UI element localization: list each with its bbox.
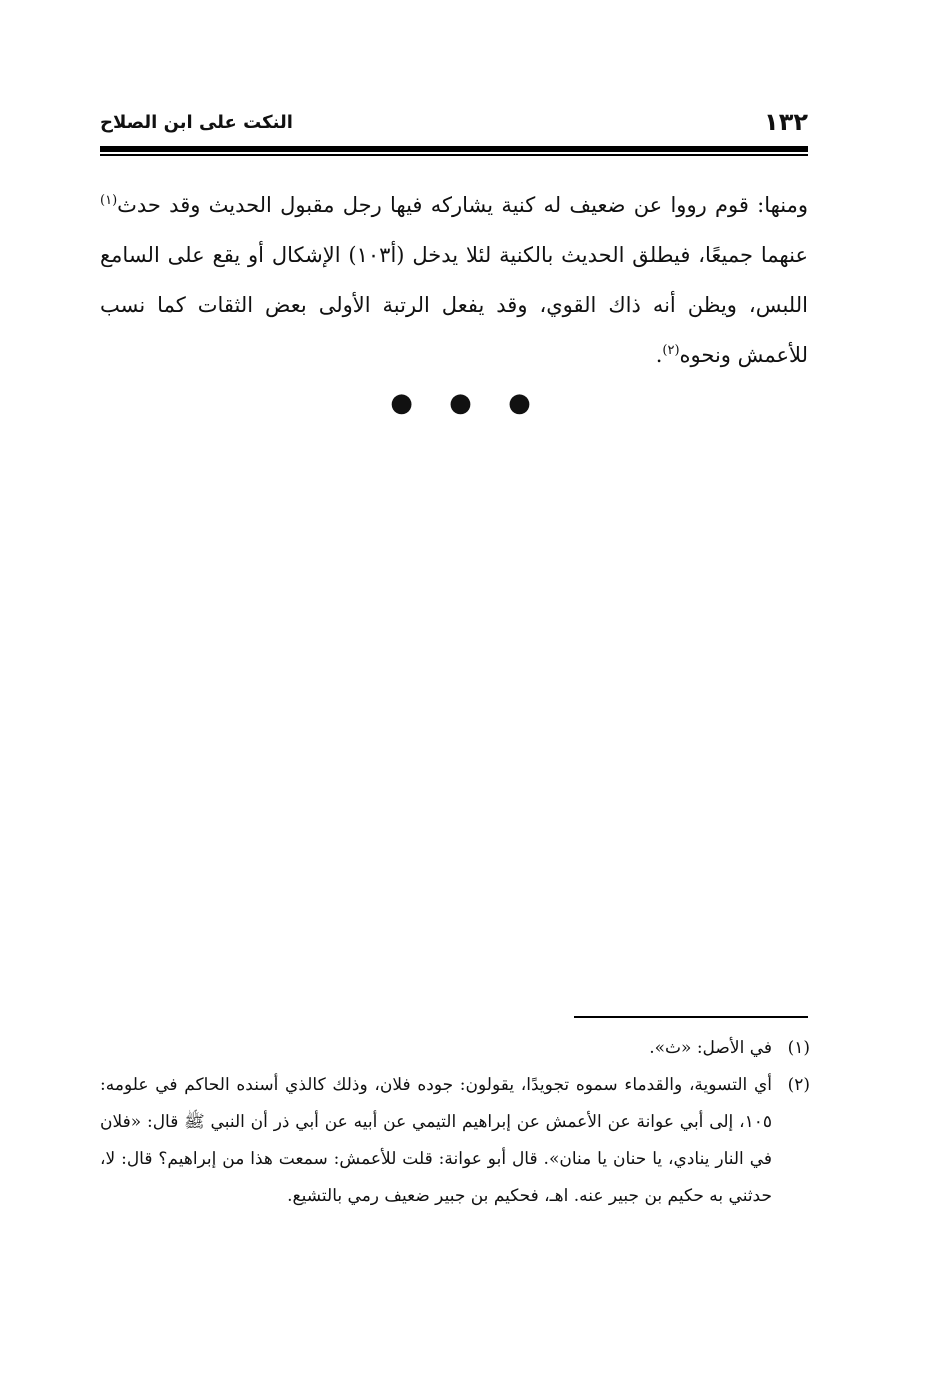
footnote-1: [100, 1030, 810, 1067]
footnote-ref-1: (١): [100, 193, 118, 208]
header-rule-thick: [100, 146, 808, 152]
footnote-number: (١): [787, 1038, 810, 1058]
footnote-text: أي التسوية، والقدماء سموه تجويدًا، يقولون: جوده فلان، وذلك كالذي أسنده الحاكم في علومه: ١٠٥، إلى أبي عوانة عن الأعمش عن إبراهيم التيمي عن أبيه عن أبي ذر أن النبي ﷺ قال: «فلان في النار ينادي، يا حنان يا منان». قال أبو عوانة: قلت للأعمش: سمعت هذا من إبراهيم؟ قال: لا، حدثني به حكيم بن جبير عنه. اهـ، فحكيم بن جبير ضعيف رمي بالتشيع.: [100, 1075, 772, 1206]
running-header: [100, 108, 808, 144]
paragraph-part-3: .: [655, 343, 663, 367]
footnote-text: في الأصل: «ث».: [649, 1038, 772, 1058]
page-number: ١٣٢: [764, 108, 808, 136]
paragraph-part-1: ومنها: قوم رووا عن ضعيف له كنية يشاركه فيها رجل مقبول الحديث وقد حدث: [117, 193, 808, 217]
footnote-2: [100, 1067, 810, 1215]
main-paragraph: [100, 180, 808, 380]
section-separator: ● ● ●: [390, 388, 545, 418]
footnotes: [100, 1030, 810, 1215]
footnote-number: (٢): [787, 1075, 810, 1095]
header-rule-thin: [100, 154, 808, 156]
footnote-rule: [574, 1016, 808, 1018]
paragraph-part-2: عنهما جميعًا، فيطلق الحديث بالكنية لئلا يدخل (أ١٠٣) الإشكال أو يقع على السامع اللبس، ويظن أنه ذاك القوي، وقد يفعل الرتبة الأولى بعض الثقات كما نسب للأعمش ونحوه: [100, 243, 808, 367]
footnote-ref-2: (٢): [662, 343, 680, 358]
main-text: [100, 180, 808, 380]
book-title: النكت على ابن الصلاح: [100, 112, 293, 133]
